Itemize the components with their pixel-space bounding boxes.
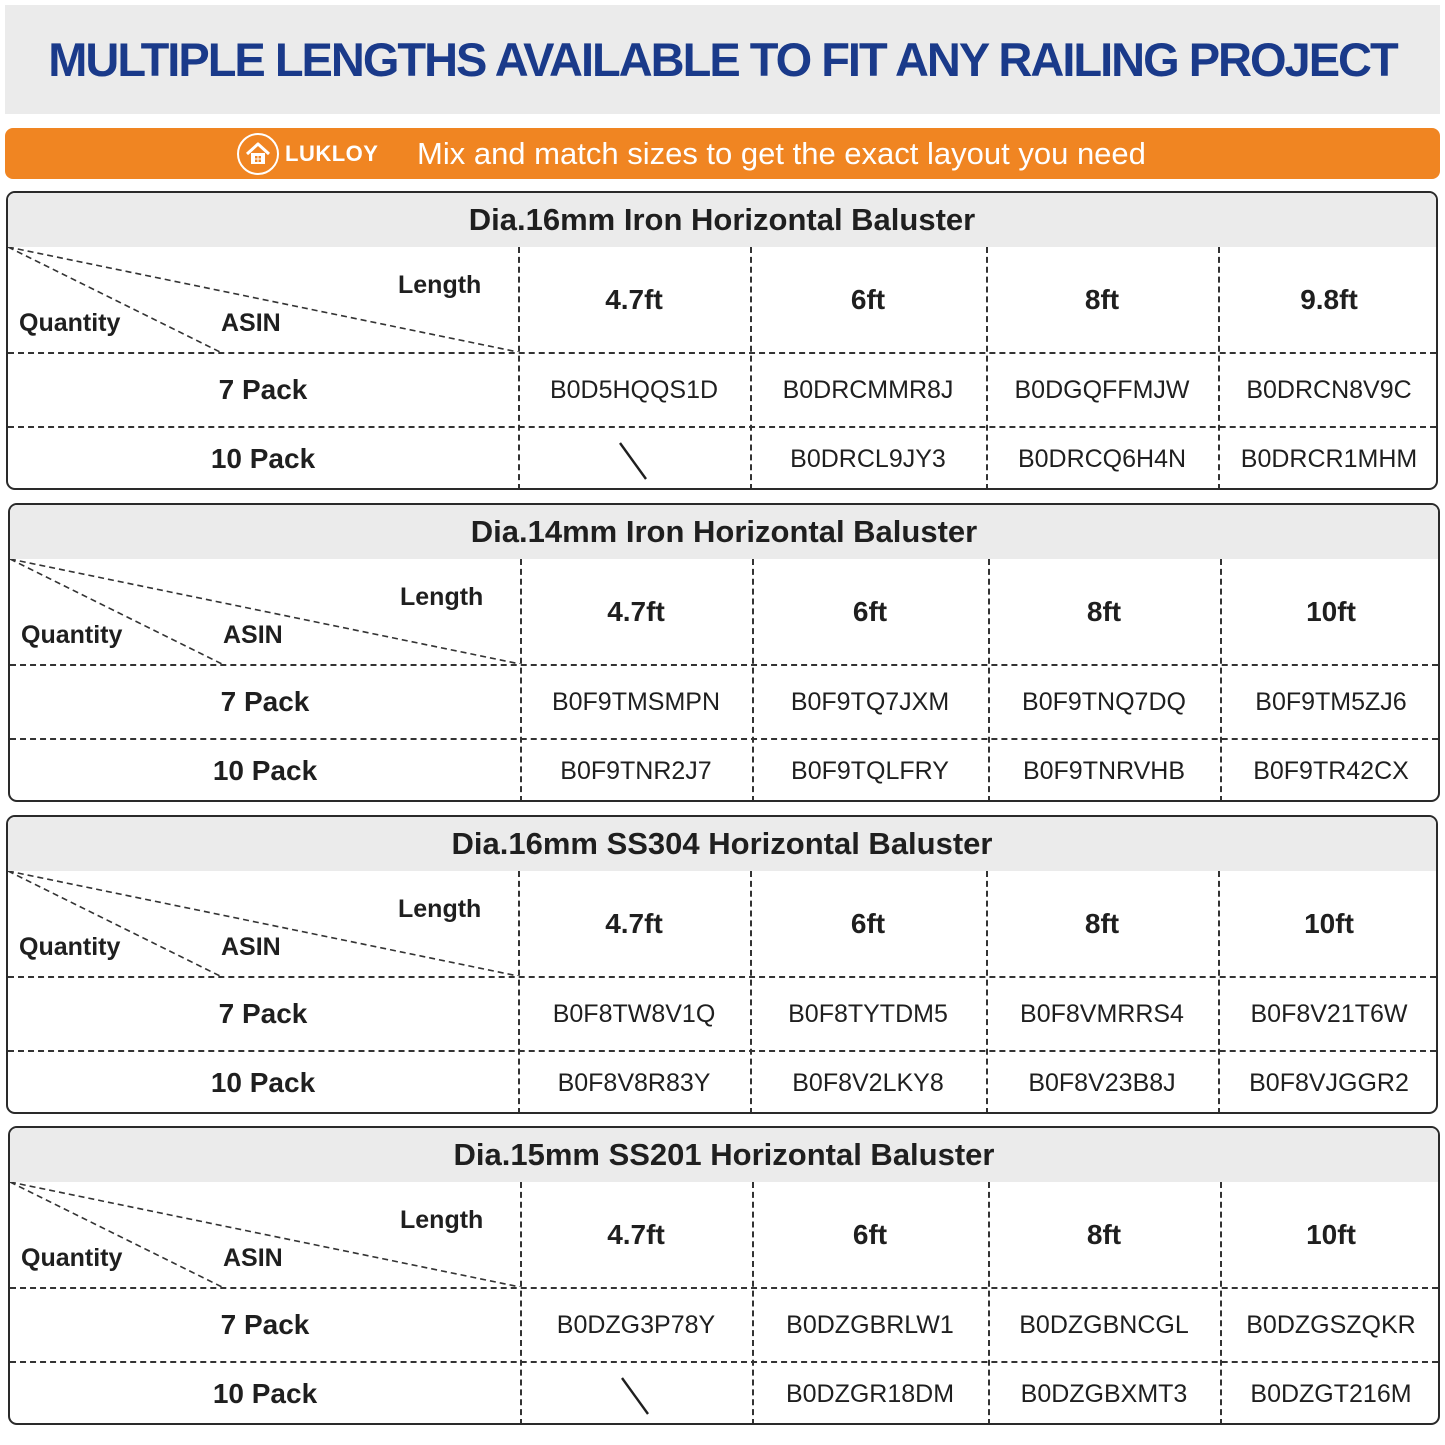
length-header: 6ft (850, 908, 886, 939)
pack-label: 10 Pack (212, 755, 318, 786)
asin-cell: B0F8V2LKY8 (792, 1069, 944, 1097)
corner-length-label: Length (400, 583, 484, 611)
length-header: 8ft (1084, 908, 1120, 939)
pack-label: 7 Pack (220, 1309, 310, 1340)
corner-asin-label: ASIN (221, 309, 281, 337)
pack-label: 10 Pack (212, 1378, 318, 1409)
baluster-table (8, 1126, 1440, 1425)
pack-label: 10 Pack (210, 443, 316, 474)
house-circle-icon (237, 133, 279, 175)
asin-cell: B0F8V21T6W (1250, 1000, 1408, 1028)
asin-cell: B0F9TM5ZJ6 (1255, 688, 1407, 716)
asin-cell: B0F8VMRRS4 (1020, 1000, 1184, 1028)
asin-cell: B0F8TYTDM5 (788, 1000, 948, 1028)
asin-cell: B0F8V23B8J (1028, 1069, 1176, 1097)
table-title: Dia.14mm Iron Horizontal Baluster (10, 505, 1438, 559)
table-title: Dia.16mm Iron Horizontal Baluster (8, 193, 1436, 247)
length-header: 8ft (1084, 284, 1120, 315)
corner-quantity-label: Quantity (19, 309, 121, 337)
asin-cell: B0F8V8R83Y (557, 1069, 711, 1097)
length-header: 9.8ft (1300, 284, 1358, 315)
headline: MULTIPLE LENGTHS AVAILABLE TO FIT ANY RAILING PROJECT (48, 33, 1397, 86)
corner-asin-label: ASIN (223, 1244, 283, 1272)
length-header: 4.7ft (607, 596, 665, 627)
pack-label: 10 Pack (210, 1067, 316, 1098)
asin-cell: B0DZGT216M (1250, 1380, 1412, 1408)
pack-label: 7 Pack (218, 998, 308, 1029)
corner-asin-label: ASIN (223, 621, 283, 649)
asin-cell: B0D5HQQS1D (549, 376, 719, 404)
asin-cell: B0DZGR18DM (785, 1380, 955, 1408)
asin-cell: B0F9TNR2J7 (560, 757, 712, 785)
length-header: 6ft (852, 596, 888, 627)
asin-cell: B0F9TNQ7DQ (1022, 688, 1186, 716)
corner-quantity-label: Quantity (21, 621, 123, 649)
baluster-table (8, 503, 1440, 802)
brand (237, 132, 378, 175)
length-header: 6ft (852, 1219, 888, 1250)
asin-cell: B0DRCQ6H4N (1017, 445, 1187, 473)
asin-cell: B0F9TR42CX (1253, 757, 1409, 785)
asin-cell: B0DZGSZQKR (1246, 1311, 1416, 1339)
not-available-slash-icon (620, 1376, 650, 1416)
length-header: 4.7ft (605, 284, 663, 315)
asin-cell: B0F9TQLFRY (791, 757, 949, 785)
headline-band (5, 5, 1440, 114)
asin-cell: B0DZGBXMT3 (1020, 1380, 1188, 1408)
length-header: 8ft (1086, 596, 1122, 627)
table-title: Dia.16mm SS304 Horizontal Baluster (8, 817, 1436, 871)
pack-label: 7 Pack (218, 374, 308, 405)
brand-name: LUKLOY (285, 140, 379, 166)
length-header: 10ft (1306, 1219, 1356, 1250)
length-header: 6ft (850, 284, 886, 315)
asin-cell: B0F8TW8V1Q (552, 1000, 716, 1028)
asin-cell: B0DZGBRLW1 (786, 1311, 954, 1339)
pack-label: 7 Pack (220, 686, 310, 717)
length-header: 10ft (1304, 908, 1354, 939)
asin-cell: B0DRCL9JY3 (790, 445, 946, 473)
asin-cell: B0F9TQ7JXM (790, 688, 950, 716)
asin-cell: B0DRCN8V9C (1246, 376, 1412, 404)
not-available-slash-icon (618, 441, 648, 481)
corner-length-label: Length (398, 895, 482, 923)
length-header: 8ft (1086, 1219, 1122, 1250)
corner-quantity-label: Quantity (19, 933, 121, 961)
tagline: Mix and match sizes to get the exact layout you need (417, 136, 1146, 171)
table-title: Dia.15mm SS201 Horizontal Baluster (10, 1128, 1438, 1182)
tagline-bar (5, 128, 1440, 179)
baluster-table (6, 191, 1438, 490)
corner-asin-label: ASIN (221, 933, 281, 961)
asin-cell: B0DGQFFMJW (1014, 376, 1190, 404)
asin-cell: B0DRCMMR8J (782, 376, 954, 404)
length-header: 10ft (1306, 596, 1356, 627)
baluster-table (6, 815, 1438, 1114)
asin-cell: B0DRCR1MHM (1240, 445, 1418, 473)
corner-quantity-label: Quantity (21, 1244, 123, 1272)
length-header: 4.7ft (607, 1219, 665, 1250)
length-header: 4.7ft (605, 908, 663, 939)
asin-cell: B0F9TNRVHB (1022, 757, 1186, 785)
asin-cell: B0F9TMSMPN (551, 688, 721, 716)
asin-cell: B0F8VJGGR2 (1249, 1069, 1409, 1097)
corner-length-label: Length (400, 1206, 484, 1234)
corner-length-label: Length (398, 271, 482, 299)
asin-cell: B0DZG3P78Y (556, 1311, 716, 1339)
asin-cell: B0DZGBNCGL (1019, 1311, 1189, 1339)
